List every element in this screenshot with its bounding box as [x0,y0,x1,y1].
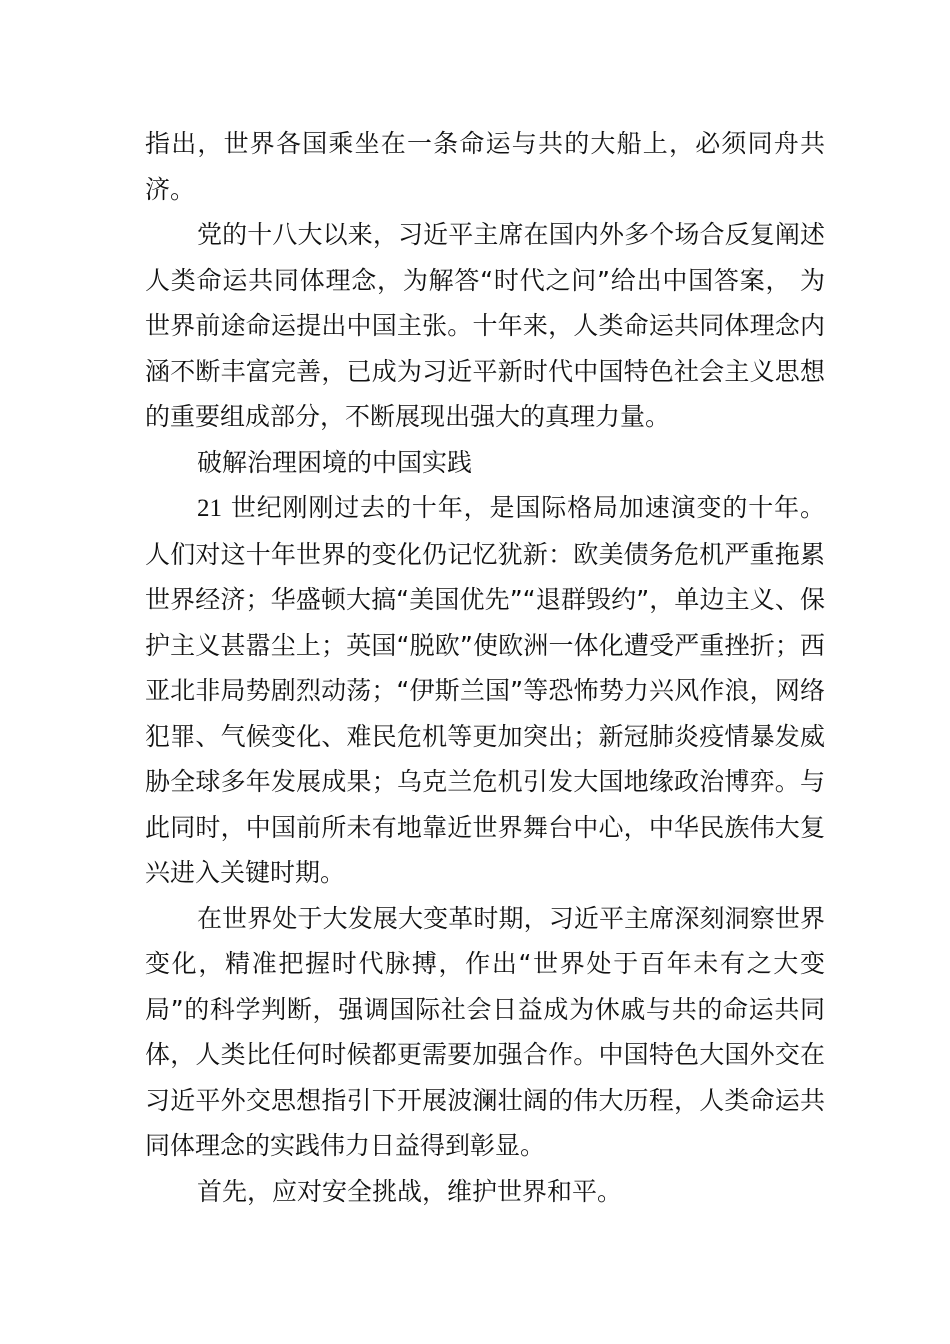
paragraph-security-challenges: 首先，应对安全挑战，维护世界和平。 [197,1176,623,1206]
paragraph-decade-changes-text: 世纪刚刚过去的十年，是国际格局加速演变的十年。人们对这十年世界的变化仍记忆犹新：欧美债务危机严重拖累世界经济；华盛顿大搞“美国优先”“退群毁约”，单边主义、保护主义甚嚣尘上；英国“脱欧”使欧洲一体化遭受严重挫折；西亚北非局势剧烈动荡；“伊斯兰国”等恐怖势力兴风作浪，网络犯罪、气候变化、难民危机等更加突出；新冠肺炎疫情暴发威胁全球多年发展成果；乌克兰危机引发大国地缘政治博弈。与此同时，中国前所未有地靠近世界舞台中心，中华民族伟大复兴进入关键时期。 [145,493,825,887]
paragraph-great-changes: 在世界处于大发展大变革时期，习近平主席深刻洞察世界变化，精准把握时代脉搏，作出“世界处于百年未有之大变局”的科学判断，强调国际社会日益成为休戚与共的命运共同体，人类比任何时候都更需要加强合作。中国特色大国外交在习近平外交思想指引下开展波澜壮阔的伟大历程，人类命运共同体理念的实践伟力日益得到彰显。 [145,903,825,1160]
century-number: 21 [197,495,222,522]
section-heading: 破解治理困境的中国实践 [197,447,473,477]
paragraph-community-concept: 党的十八大以来，习近平主席在国内外多个场合反复阐述人类命运共同体理念，为解答“时代之问”给出中国答案， 为世界前途命运提出中国主张。十年来，人类命运共同体理念内涵不断丰富完善，已成为习近平新时代中国特色社会主义思想的重要组成部分，不断展现出强大的真理力量。 [145,220,825,431]
paragraph-continuation: 指出，世界各国乘坐在一条命运与共的大船上，必须同舟共济。 [145,129,825,204]
paragraph-decade-changes [145,485,825,896]
document-body [145,121,825,1214]
